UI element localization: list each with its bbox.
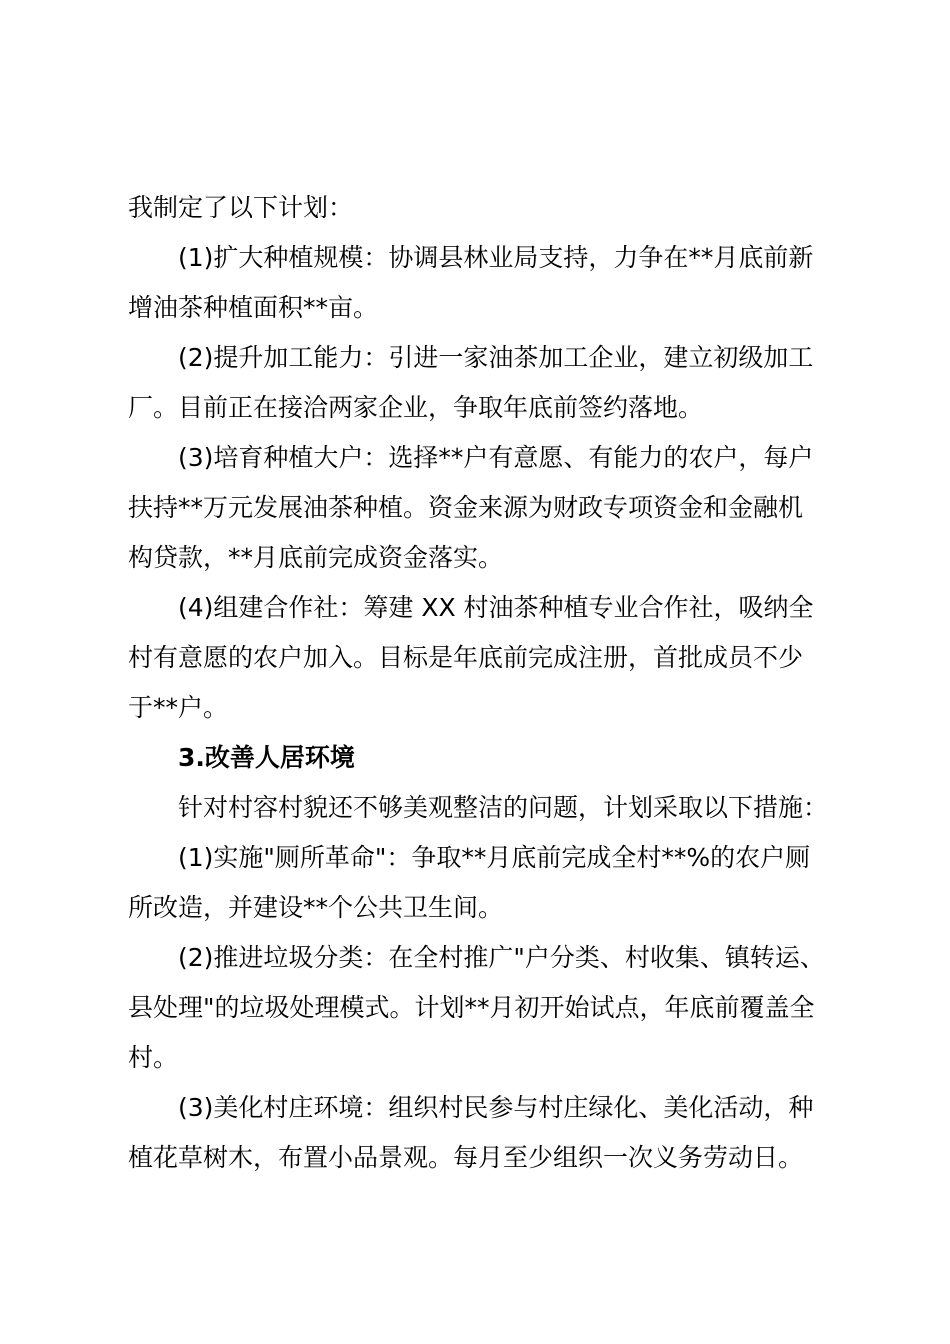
text-line: 于**户。 (128, 693, 229, 722)
text-line: (3)美化村庄环境：组织村民参与村庄绿化、美化活动，种 (178, 1093, 814, 1122)
text-line: 县处理"的垃圾处理模式。计划**月初开始试点，年底前覆盖全 (128, 993, 815, 1022)
text-line: (1)实施"厕所革命"：争取**月底前完成全村**%的农户厕 (178, 843, 811, 872)
text-line: (2)提升加工能力：引进一家油茶加工企业，建立初级加工 (178, 343, 814, 372)
text-line: 村有意愿的农户加入。目标是年底前完成注册，首批成员不少 (128, 643, 804, 672)
document-body (128, 183, 840, 1183)
text-line: 厂。目前正在接洽两家企业，争取年底前签约落地。 (128, 393, 704, 422)
section-heading: 3.改善人居环境 (178, 743, 355, 772)
text-line: 针对村容村貌还不够美观整洁的问题，计划采取以下措施： (178, 793, 829, 822)
text-line: 构贷款，**月底前完成资金落实。 (128, 543, 504, 572)
text-line: 村。 (128, 1043, 179, 1072)
text-line: 我制定了以下计划： (128, 193, 354, 222)
text-line: (4)组建合作社：筹建 XX 村油茶种植专业合作社，吸纳全 (178, 593, 814, 622)
text-line: (2)推进垃圾分类：在全村推广"户分类、村收集、镇转运、 (178, 943, 825, 972)
text-line: 扶持**万元发展油茶种植。资金来源为财政专项资金和金融机 (128, 493, 804, 522)
text-line: 植花草树木，布置小品景观。每月至少组织一次义务劳动日。 (128, 1143, 804, 1172)
text-line: 所改造，并建设**个公共卫生间。 (128, 893, 504, 922)
text-line: (1)扩大种植规模：协调县林业局支持，力争在**月底前新 (178, 243, 814, 272)
text-line: (3)培育种植大户：选择**户有意愿、有能力的农户，每户 (178, 443, 814, 472)
text-line: 增油茶种植面积**亩。 (128, 293, 379, 322)
